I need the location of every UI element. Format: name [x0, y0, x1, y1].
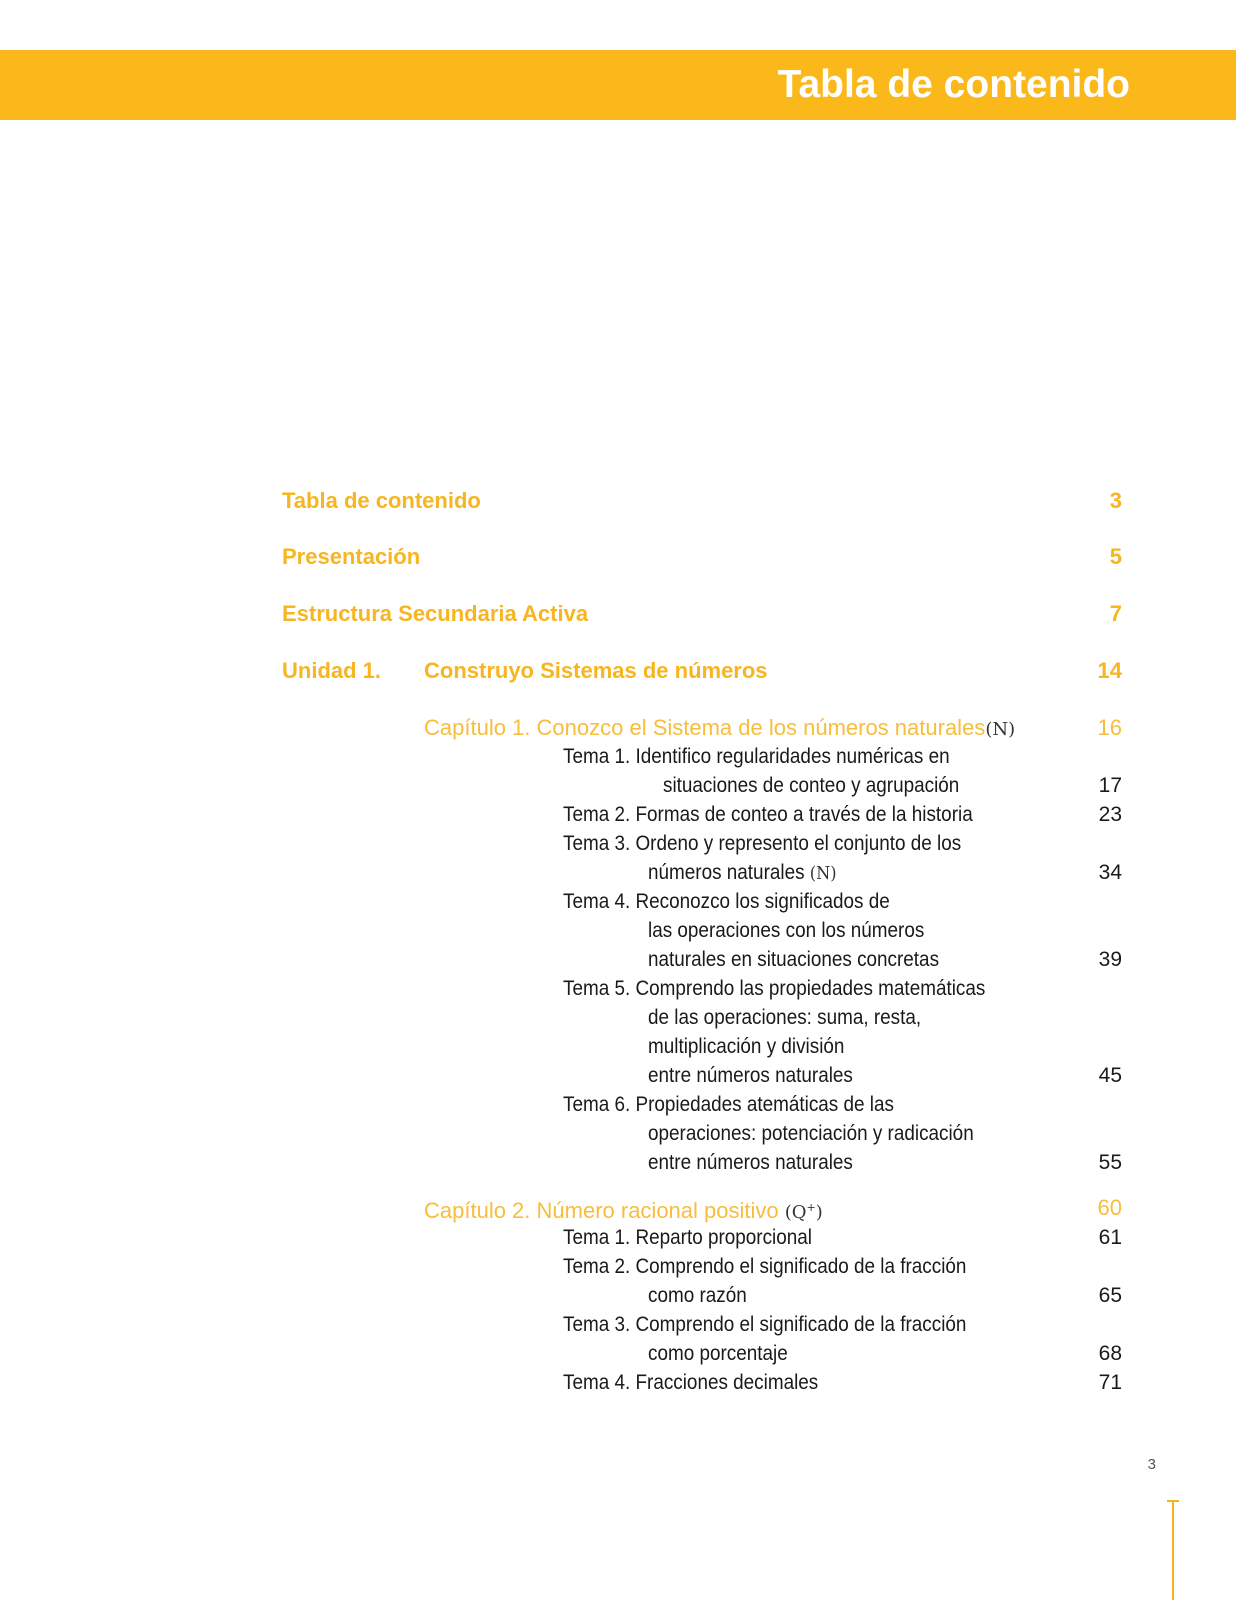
page-title: Tabla de contenido: [777, 63, 1130, 106]
toc-topic-1-3-line-2: [648, 858, 837, 888]
toc-topic-2-2-line-2: como razón: [648, 1284, 747, 1307]
toc-topic-1-1-line-1[interactable]: Tema 1. Identifico regularidades numéricas en: [563, 745, 950, 768]
page-number: 3: [1147, 1456, 1156, 1473]
toc-topic-2-2-page: 65: [1098, 1284, 1122, 1307]
toc-topic-1-4-page: 39: [1098, 948, 1122, 971]
toc-topic-2-1-page: 61: [1098, 1226, 1122, 1249]
natural-numbers-symbol: (N): [985, 719, 1016, 740]
chapter-1-title: Capítulo 1. Conozco el Sistema de los números naturales: [424, 715, 986, 740]
toc-topic-2-2-line-1[interactable]: Tema 2. Comprendo el significado de la fracción: [563, 1255, 967, 1278]
toc-topic-1-6-page: 55: [1098, 1151, 1122, 1174]
chapter-2-title: Capítulo 2. Número racional positivo: [424, 1198, 779, 1223]
toc-entry-estructura[interactable]: Estructura Secundaria Activa: [282, 601, 589, 626]
toc-topic-1-5-line-2: de las operaciones: suma, resta,: [648, 1006, 922, 1029]
toc-topic-1-5-line-4: entre números naturales: [648, 1064, 853, 1087]
toc-unit-label: Unidad 1.: [282, 658, 382, 683]
page-marker-line: [1172, 1500, 1174, 1600]
toc-topic-2-3-line-1[interactable]: Tema 3. Comprendo el significado de la fracción: [563, 1313, 967, 1336]
toc-topic-2-4-line-1[interactable]: Tema 4. Fracciones decimales: [563, 1371, 819, 1394]
toc-topic-2-4-page: 71: [1098, 1371, 1122, 1394]
toc-page-presentacion: 5: [1109, 544, 1122, 569]
toc-unit-page: 14: [1097, 658, 1122, 683]
toc-topic-1-4-line-1[interactable]: Tema 4. Reconozco los significados de: [563, 890, 890, 913]
toc-topic-1-2-line-1[interactable]: Tema 2. Formas de conteo a través de la historia: [563, 803, 973, 826]
toc-topic-1-1-line-2: situaciones de conteo y agrupación: [663, 774, 960, 797]
natural-numbers-symbol: (N): [809, 863, 837, 884]
toc-page-estructura: 7: [1109, 601, 1122, 626]
toc-topic-1-5-page: 45: [1098, 1064, 1122, 1087]
toc-topic-1-6-line-3: entre números naturales: [648, 1151, 853, 1174]
toc-chapter-1[interactable]: [424, 714, 1015, 744]
toc-unit-title[interactable]: Construyo Sistemas de números: [424, 658, 768, 683]
toc-topic-1-3-line-1[interactable]: Tema 3. Ordeno y represento el conjunto de los: [563, 832, 962, 855]
toc-topic-1-5-line-3: multiplicación y división: [648, 1035, 845, 1058]
toc-chapter-2-page: 60: [1097, 1195, 1122, 1220]
toc-topic-1-4-line-2: las operaciones con los números: [648, 919, 925, 942]
toc-topic-2-3-line-2: como porcentaje: [648, 1342, 788, 1365]
topic-1-3-line-2-text: números naturales: [648, 861, 805, 884]
toc-topic-1-2-page: 23: [1098, 803, 1122, 826]
positive-rationals-symbol: (Q+): [784, 1201, 823, 1223]
toc-topic-1-6-line-1[interactable]: Tema 6. Propiedades atemáticas de las: [563, 1093, 894, 1116]
toc-topic-2-3-page: 68: [1098, 1342, 1122, 1365]
toc-page-tabla: 3: [1109, 488, 1122, 513]
toc-topic-1-5-line-1[interactable]: Tema 5. Comprendo las propiedades matemáticas: [563, 977, 986, 1000]
toc-entry-tabla[interactable]: Tabla de contenido: [282, 488, 481, 513]
toc-topic-1-4-line-3: naturales en situaciones concretas: [648, 948, 940, 971]
toc-topic-1-3-page: 34: [1098, 861, 1122, 884]
toc-topic-1-6-line-2: operaciones: potenciación y radicación: [648, 1122, 974, 1145]
toc-chapter-1-page: 16: [1097, 715, 1122, 740]
toc-topic-2-1-line-1[interactable]: Tema 1. Reparto proporcional: [563, 1226, 812, 1249]
toc-topic-1-1-page: 17: [1098, 774, 1122, 797]
toc-entry-presentacion[interactable]: Presentación: [282, 544, 421, 569]
